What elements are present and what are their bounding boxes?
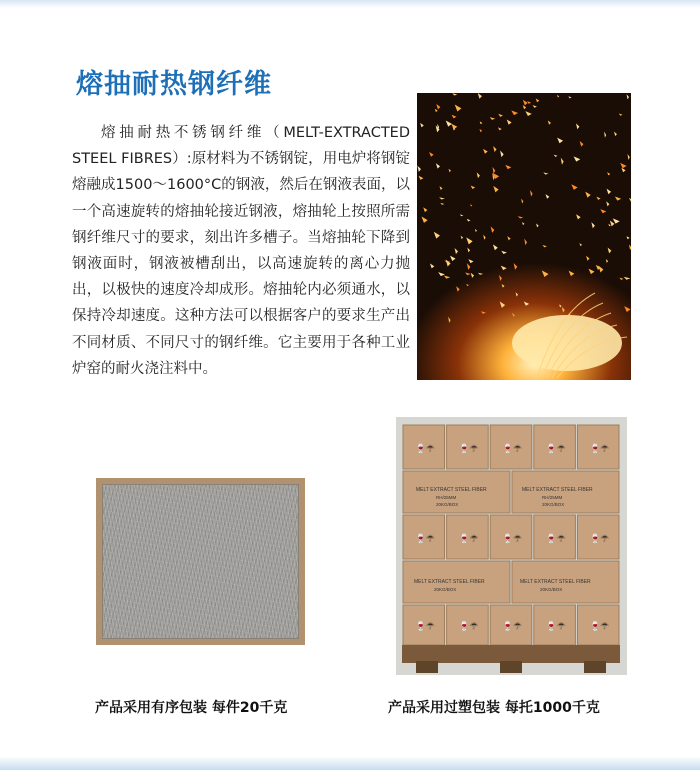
fragile-glass-icon: 🍷☂ bbox=[589, 622, 609, 632]
top-gradient-rule bbox=[0, 0, 700, 8]
melt-extraction-photo bbox=[417, 93, 631, 380]
fiber-mat-photo bbox=[96, 478, 305, 645]
caption-packaging-pallet: 产品采用过塑包装 每托1000千克 bbox=[388, 700, 600, 716]
box-label-2: MELT EXTRACT STEEL FIBER bbox=[522, 487, 593, 493]
bottom-gradient-band bbox=[0, 756, 700, 770]
fragile-glass-icon: 🍷☂ bbox=[589, 444, 609, 455]
box-weight-3: 20KG/BOX bbox=[434, 587, 457, 592]
fragile-glass-icon: 🍷☂ bbox=[502, 444, 522, 455]
fragile-glass-icon: 🍷☂ bbox=[545, 534, 566, 545]
wooden-pallet bbox=[402, 645, 620, 663]
steel-fiber-texture bbox=[102, 484, 299, 639]
fragile-glass-icon: 🍷☂ bbox=[458, 444, 478, 455]
box-label-1: MELT EXTRACT STEEL FIBER bbox=[416, 487, 487, 493]
page-title: 熔抽耐热钢纤维 bbox=[76, 69, 272, 100]
description-paragraph: 熔抽耐热不锈钢纤维（MELT-EXTRACTED STEEL FIBRES）:原材料为不锈钢锭，用电炉将钢锭熔融成1500～1600°C的钢液，然后在钢液表面，以一个高速旋转的熔抽轮接近钢液，熔抽轮上按照所需钢纤维尺寸的要求，刻出许多槽子。当熔抽轮下降到钢液面时，钢液被槽刮出，以高速旋转的离心力抛出，以极快的速度冷却成形。熔抽轮内必须通水，以保持冷却速度。这种方法可以根据客户的要求生产出不同材质、不同尺寸的钢纤维。它主要用于各种工业炉窑的耐火浇注料中。 bbox=[72, 125, 410, 377]
carton-stack-illustration bbox=[396, 417, 627, 675]
fragile-glass-icon: 🍷☂ bbox=[458, 622, 478, 632]
fragile-glass-icon: 🍷☂ bbox=[545, 444, 566, 455]
box-weight-1: 20KG/BOX bbox=[436, 502, 459, 507]
fragile-glass-icon: 🍷☂ bbox=[502, 622, 522, 632]
box-spec-2: RH/25MM bbox=[542, 495, 563, 500]
fragile-glass-icon: 🍷☂ bbox=[415, 534, 435, 545]
fragile-glass-icon: 🍷☂ bbox=[589, 534, 609, 545]
box-weight-2: 20KG/BOX bbox=[542, 502, 565, 507]
caption-packaging-ordered: 产品采用有序包装 每件20千克 bbox=[95, 700, 288, 716]
pallet-cartons-photo bbox=[396, 417, 627, 675]
box-spec-1: RH/25MM bbox=[436, 495, 457, 500]
fragile-glass-icon: 🍷☂ bbox=[502, 534, 522, 545]
fragile-glass-icon: 🍷☂ bbox=[458, 534, 478, 545]
fragile-glass-icon: 🍷☂ bbox=[415, 622, 435, 632]
box-label-3: MELT EXTRACT STEEL FIBER bbox=[414, 579, 485, 585]
spark-illustration bbox=[417, 93, 631, 380]
box-weight-4: 20KG/BOX bbox=[540, 587, 563, 592]
fragile-glass-icon: 🍷☂ bbox=[415, 444, 435, 455]
fragile-glass-icon: 🍷☂ bbox=[545, 622, 566, 632]
box-label-4: MELT EXTRACT STEEL FIBER bbox=[520, 579, 591, 585]
